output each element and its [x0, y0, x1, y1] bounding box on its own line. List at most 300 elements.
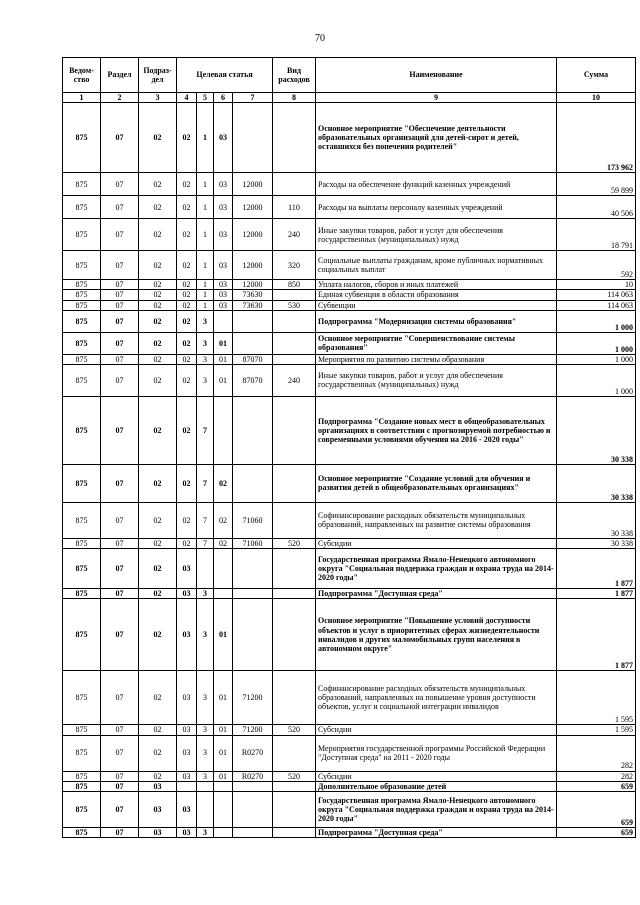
name-cell: Расходы на обеспечение функций казенных учреждений: [316, 173, 557, 196]
section-cell: 07: [101, 771, 139, 781]
activity-code-cell: 03: [214, 196, 233, 219]
direction-code-cell: 12000: [233, 196, 273, 219]
department-cell: 875: [63, 332, 101, 354]
department-cell: 875: [63, 103, 101, 173]
department-cell: 875: [63, 725, 101, 735]
subsection-cell: 02: [139, 103, 177, 173]
section-cell: 07: [101, 354, 139, 364]
subsection-cell: 02: [139, 396, 177, 464]
sum-cell: 1 877: [557, 549, 636, 589]
department-cell: 875: [63, 173, 101, 196]
column-number: 7: [233, 93, 273, 103]
section-cell: 07: [101, 549, 139, 589]
direction-code-cell: 73630: [233, 290, 273, 300]
subprogram-code-cell: 3: [197, 364, 214, 396]
table-row: [63, 781, 636, 791]
expense-type-cell: [273, 589, 316, 599]
header-subsection: Подраз-дел: [139, 58, 177, 93]
expense-type-cell: 530: [273, 300, 316, 310]
column-number: 5: [197, 93, 214, 103]
name-cell: Подпрограмма "Доступная среда": [316, 827, 557, 837]
name-cell: Основное мероприятие "Совершенствование системы образования": [316, 332, 557, 354]
table-row: [63, 735, 636, 771]
department-cell: 875: [63, 735, 101, 771]
department-cell: 875: [63, 538, 101, 548]
direction-code-cell: R0270: [233, 771, 273, 781]
direction-code-cell: [233, 827, 273, 837]
header-department: Ведом-ство: [63, 58, 101, 93]
subprogram-code-cell: 3: [197, 827, 214, 837]
subprogram-code-cell: 3: [197, 589, 214, 599]
activity-code-cell: 01: [214, 599, 233, 671]
sum-cell: 173 962: [557, 103, 636, 173]
section-cell: 07: [101, 300, 139, 310]
column-number: 2: [101, 93, 139, 103]
direction-code-cell: [233, 396, 273, 464]
program-code-cell: 02: [177, 251, 197, 280]
direction-code-cell: [233, 549, 273, 589]
sum-cell: 114 063: [557, 300, 636, 310]
name-cell: Субсидии: [316, 725, 557, 735]
expense-type-cell: 850: [273, 280, 316, 290]
department-cell: 875: [63, 396, 101, 464]
column-number: 3: [139, 93, 177, 103]
expense-type-cell: [273, 332, 316, 354]
direction-code-cell: 12000: [233, 219, 273, 251]
subsection-cell: 02: [139, 671, 177, 725]
direction-code-cell: 71060: [233, 502, 273, 538]
program-code-cell: 02: [177, 300, 197, 310]
column-number: 4: [177, 93, 197, 103]
expense-type-cell: [273, 310, 316, 332]
column-number: 9: [316, 93, 557, 103]
direction-code-cell: [233, 599, 273, 671]
header-row: [63, 58, 636, 93]
name-cell: Иные закупки товаров, работ и услуг для обеспечения государственных (муниципальных) нужд: [316, 219, 557, 251]
section-cell: 07: [101, 735, 139, 771]
name-cell: Расходы на выплаты персоналу казенных учреждений: [316, 196, 557, 219]
program-code-cell: 03: [177, 671, 197, 725]
activity-code-cell: 03: [214, 173, 233, 196]
table-row: [63, 332, 636, 354]
subprogram-code-cell: [197, 781, 214, 791]
name-cell: Основное мероприятие "Создание условий для обучения и развития детей в общеобразовательных организациях": [316, 464, 557, 502]
section-cell: 07: [101, 599, 139, 671]
activity-code-cell: 01: [214, 671, 233, 725]
expense-type-cell: [273, 103, 316, 173]
table-row: [63, 364, 636, 396]
section-cell: 07: [101, 671, 139, 725]
direction-code-cell: 71200: [233, 671, 273, 725]
sum-cell: 30 338: [557, 502, 636, 538]
activity-code-cell: 01: [214, 725, 233, 735]
expense-type-cell: [273, 464, 316, 502]
expense-type-cell: [273, 791, 316, 827]
table-row: [63, 173, 636, 196]
direction-code-cell: R0270: [233, 735, 273, 771]
activity-code-cell: 01: [214, 354, 233, 364]
activity-code-cell: 02: [214, 538, 233, 548]
section-cell: 07: [101, 791, 139, 827]
table-row: [63, 771, 636, 781]
department-cell: 875: [63, 310, 101, 332]
page-number: 70: [315, 33, 325, 44]
subsection-cell: 02: [139, 364, 177, 396]
table-row: [63, 827, 636, 837]
sum-cell: 659: [557, 827, 636, 837]
subsection-cell: 02: [139, 354, 177, 364]
department-cell: 875: [63, 771, 101, 781]
sum-cell: 114 063: [557, 290, 636, 300]
expense-type-cell: [273, 599, 316, 671]
activity-code-cell: 03: [214, 300, 233, 310]
expense-type-cell: [273, 671, 316, 725]
section-cell: 07: [101, 502, 139, 538]
name-cell: Подпрограмма "Модернизация системы образования": [316, 310, 557, 332]
expense-type-cell: 240: [273, 219, 316, 251]
sum-cell: 1 000: [557, 364, 636, 396]
subsection-cell: 03: [139, 781, 177, 791]
program-code-cell: 02: [177, 332, 197, 354]
department-cell: 875: [63, 589, 101, 599]
sum-cell: 592: [557, 251, 636, 280]
table-row: [63, 549, 636, 589]
table-row: [63, 290, 636, 300]
subprogram-code-cell: 1: [197, 219, 214, 251]
subsection-cell: 03: [139, 791, 177, 827]
subsection-cell: 02: [139, 310, 177, 332]
expense-type-cell: [273, 502, 316, 538]
sum-cell: 10: [557, 280, 636, 290]
department-cell: 875: [63, 599, 101, 671]
name-cell: Социальные выплаты гражданам, кроме публичных нормативных социальных выплат: [316, 251, 557, 280]
subsection-cell: 02: [139, 502, 177, 538]
table-row: [63, 251, 636, 280]
name-cell: Мероприятия государственной программы Российской Федерации "Доступная среда" на 2011 - 2020 годы: [316, 735, 557, 771]
expense-type-cell: [273, 173, 316, 196]
activity-code-cell: 01: [214, 771, 233, 781]
expense-type-cell: [273, 735, 316, 771]
expense-type-cell: 320: [273, 251, 316, 280]
section-cell: 07: [101, 103, 139, 173]
subprogram-code-cell: 1: [197, 300, 214, 310]
sum-cell: 1 877: [557, 599, 636, 671]
program-code-cell: 03: [177, 771, 197, 781]
activity-code-cell: 01: [214, 332, 233, 354]
table-row: [63, 196, 636, 219]
department-cell: 875: [63, 354, 101, 364]
department-cell: 875: [63, 300, 101, 310]
program-code-cell: 03: [177, 589, 197, 599]
activity-code-cell: [214, 781, 233, 791]
subsection-cell: 02: [139, 735, 177, 771]
expense-type-cell: [273, 354, 316, 364]
direction-code-cell: 12000: [233, 280, 273, 290]
direction-code-cell: 87070: [233, 354, 273, 364]
program-code-cell: 02: [177, 103, 197, 173]
sum-cell: 1 595: [557, 671, 636, 725]
table-row: [63, 354, 636, 364]
activity-code-cell: 03: [214, 103, 233, 173]
sum-cell: 1 000: [557, 332, 636, 354]
department-cell: 875: [63, 502, 101, 538]
name-cell: Мероприятия по развитию системы образования: [316, 354, 557, 364]
program-code-cell: 02: [177, 354, 197, 364]
activity-code-cell: [214, 310, 233, 332]
department-cell: 875: [63, 364, 101, 396]
sum-cell: 59 899: [557, 173, 636, 196]
direction-code-cell: [233, 103, 273, 173]
column-number: 10: [557, 93, 636, 103]
sum-cell: 30 338: [557, 464, 636, 502]
name-cell: Субвенции: [316, 300, 557, 310]
subsection-cell: 02: [139, 464, 177, 502]
direction-code-cell: 12000: [233, 173, 273, 196]
activity-code-cell: 01: [214, 735, 233, 771]
sum-cell: 659: [557, 781, 636, 791]
sum-cell: 1 877: [557, 589, 636, 599]
program-code-cell: 03: [177, 725, 197, 735]
header-section: Раздел: [101, 58, 139, 93]
department-cell: 875: [63, 280, 101, 290]
sum-cell: 30 338: [557, 396, 636, 464]
name-cell: Иные закупки товаров, работ и услуг для обеспечения государственных (муниципальных) нужд: [316, 364, 557, 396]
program-code-cell: 03: [177, 549, 197, 589]
name-cell: Государственная программа Ямало-Ненецкого автономного округа "Социальная поддержка граждан и охрана труда на 2014-2020 годы": [316, 791, 557, 827]
direction-code-cell: [233, 464, 273, 502]
activity-code-cell: 01: [214, 364, 233, 396]
program-code-cell: 02: [177, 173, 197, 196]
sum-cell: 18 791: [557, 219, 636, 251]
direction-code-cell: [233, 310, 273, 332]
subprogram-code-cell: 3: [197, 354, 214, 364]
subsection-cell: 02: [139, 549, 177, 589]
section-cell: 07: [101, 310, 139, 332]
subsection-cell: 02: [139, 173, 177, 196]
department-cell: 875: [63, 827, 101, 837]
subprogram-code-cell: 1: [197, 173, 214, 196]
direction-code-cell: [233, 332, 273, 354]
table-row: [63, 671, 636, 725]
department-cell: 875: [63, 781, 101, 791]
expense-type-cell: [273, 549, 316, 589]
table-row: [63, 599, 636, 671]
program-code-cell: 02: [177, 280, 197, 290]
department-cell: 875: [63, 196, 101, 219]
section-cell: 07: [101, 196, 139, 219]
table-row: [63, 300, 636, 310]
program-code-cell: 03: [177, 791, 197, 827]
department-cell: 875: [63, 671, 101, 725]
section-cell: 07: [101, 290, 139, 300]
subprogram-code-cell: 7: [197, 538, 214, 548]
name-cell: Субсидии: [316, 771, 557, 781]
sum-cell: 282: [557, 771, 636, 781]
expense-type-cell: [273, 827, 316, 837]
header-name: Наименование: [316, 58, 557, 93]
subprogram-code-cell: 1: [197, 251, 214, 280]
table-row: [63, 310, 636, 332]
subsection-cell: 02: [139, 219, 177, 251]
department-cell: 875: [63, 251, 101, 280]
expense-type-cell: 110: [273, 196, 316, 219]
table-row: [63, 464, 636, 502]
expense-type-cell: 520: [273, 771, 316, 781]
table-row: [63, 589, 636, 599]
department-cell: 875: [63, 464, 101, 502]
program-code-cell: 02: [177, 219, 197, 251]
subprogram-code-cell: [197, 791, 214, 827]
subprogram-code-cell: 3: [197, 725, 214, 735]
section-cell: 07: [101, 464, 139, 502]
subsection-cell: 02: [139, 771, 177, 781]
subprogram-code-cell: 1: [197, 196, 214, 219]
header-sum: Сумма: [557, 58, 636, 93]
name-cell: Дополнительное образование детей: [316, 781, 557, 791]
subsection-cell: 02: [139, 725, 177, 735]
column-number: 6: [214, 93, 233, 103]
table-row: [63, 538, 636, 548]
activity-code-cell: [214, 589, 233, 599]
name-cell: Субсидии: [316, 538, 557, 548]
subprogram-code-cell: 3: [197, 599, 214, 671]
program-code-cell: [177, 781, 197, 791]
section-cell: 07: [101, 827, 139, 837]
subprogram-code-cell: 7: [197, 396, 214, 464]
column-number-row: [63, 93, 636, 103]
subprogram-code-cell: 1: [197, 280, 214, 290]
direction-code-cell: 71060: [233, 538, 273, 548]
subprogram-code-cell: [197, 549, 214, 589]
table-row: [63, 103, 636, 173]
table-row: [63, 502, 636, 538]
subsection-cell: 02: [139, 280, 177, 290]
table-row: [63, 396, 636, 464]
program-code-cell: 02: [177, 396, 197, 464]
direction-code-cell: [233, 589, 273, 599]
subprogram-code-cell: 1: [197, 103, 214, 173]
department-cell: 875: [63, 549, 101, 589]
section-cell: 07: [101, 589, 139, 599]
subprogram-code-cell: 3: [197, 671, 214, 725]
section-cell: 07: [101, 725, 139, 735]
sum-cell: 282: [557, 735, 636, 771]
sum-cell: 1 595: [557, 725, 636, 735]
program-code-cell: 02: [177, 464, 197, 502]
sum-cell: 1 000: [557, 354, 636, 364]
table-row: [63, 725, 636, 735]
direction-code-cell: 12000: [233, 251, 273, 280]
subsection-cell: 03: [139, 827, 177, 837]
subsection-cell: 02: [139, 196, 177, 219]
program-code-cell: 02: [177, 502, 197, 538]
sum-cell: 659: [557, 791, 636, 827]
expense-type-cell: [273, 290, 316, 300]
direction-code-cell: [233, 791, 273, 827]
activity-code-cell: [214, 396, 233, 464]
header-target-item: Целевая статья: [177, 58, 273, 93]
name-cell: Государственная программа Ямало-Ненецкого автономного округа "Социальная поддержка граждан и охрана труда на 2014-2020 годы": [316, 549, 557, 589]
program-code-cell: 03: [177, 599, 197, 671]
activity-code-cell: 02: [214, 502, 233, 538]
name-cell: Единая субвенция в области образования: [316, 290, 557, 300]
sum-cell: 30 338: [557, 538, 636, 548]
subprogram-code-cell: 3: [197, 771, 214, 781]
header-expense-type: Вид расходов: [273, 58, 316, 93]
section-cell: 07: [101, 219, 139, 251]
subprogram-code-cell: 3: [197, 310, 214, 332]
section-cell: 07: [101, 396, 139, 464]
column-number: 8: [273, 93, 316, 103]
subsection-cell: 02: [139, 300, 177, 310]
table-row: [63, 219, 636, 251]
activity-code-cell: 03: [214, 280, 233, 290]
subprogram-code-cell: 7: [197, 464, 214, 502]
section-cell: 07: [101, 173, 139, 196]
expense-type-cell: 240: [273, 364, 316, 396]
subsection-cell: 02: [139, 599, 177, 671]
subprogram-code-cell: 3: [197, 332, 214, 354]
activity-code-cell: [214, 549, 233, 589]
sum-cell: 40 506: [557, 196, 636, 219]
program-code-cell: 02: [177, 310, 197, 332]
section-cell: 07: [101, 538, 139, 548]
program-code-cell: 02: [177, 538, 197, 548]
subprogram-code-cell: 1: [197, 290, 214, 300]
section-cell: 07: [101, 280, 139, 290]
program-code-cell: 02: [177, 364, 197, 396]
program-code-cell: 03: [177, 735, 197, 771]
department-cell: 875: [63, 219, 101, 251]
section-cell: 07: [101, 781, 139, 791]
direction-code-cell: 87070: [233, 364, 273, 396]
department-cell: 875: [63, 791, 101, 827]
table-row: [63, 791, 636, 827]
subsection-cell: 02: [139, 538, 177, 548]
name-cell: Основное мероприятие "Повышение условий доступности объектов и услуг в приоритетных сферах жизнедеятельности инвалидов и других маломобильных групп населения в автономном округе": [316, 599, 557, 671]
expense-type-cell: 520: [273, 538, 316, 548]
column-number: 1: [63, 93, 101, 103]
activity-code-cell: 03: [214, 251, 233, 280]
budget-table: [62, 57, 636, 838]
program-code-cell: 02: [177, 290, 197, 300]
program-code-cell: 03: [177, 827, 197, 837]
table-row: [63, 280, 636, 290]
subprogram-code-cell: 7: [197, 502, 214, 538]
expense-type-cell: [273, 781, 316, 791]
expense-type-cell: [273, 396, 316, 464]
table-body: [63, 58, 636, 838]
activity-code-cell: [214, 827, 233, 837]
department-cell: 875: [63, 290, 101, 300]
subsection-cell: 02: [139, 332, 177, 354]
activity-code-cell: 02: [214, 464, 233, 502]
activity-code-cell: 03: [214, 290, 233, 300]
section-cell: 07: [101, 251, 139, 280]
program-code-cell: 02: [177, 196, 197, 219]
subsection-cell: 02: [139, 290, 177, 300]
name-cell: Основное мероприятие "Обеспечение деятельности образовательных организаций для детей-сирот и детей, оставшихся без попечения родителей": [316, 103, 557, 173]
subsection-cell: 02: [139, 589, 177, 599]
section-cell: 07: [101, 332, 139, 354]
name-cell: Подпрограмма "Доступная среда": [316, 589, 557, 599]
direction-code-cell: 71200: [233, 725, 273, 735]
name-cell: Софинансирование расходных обязательств муниципальных образований, направленных на повышение уровня доступности объектов, услуг и социальной интеграции инвалидов: [316, 671, 557, 725]
subprogram-code-cell: 3: [197, 735, 214, 771]
activity-code-cell: 03: [214, 219, 233, 251]
section-cell: 07: [101, 364, 139, 396]
activity-code-cell: [214, 791, 233, 827]
